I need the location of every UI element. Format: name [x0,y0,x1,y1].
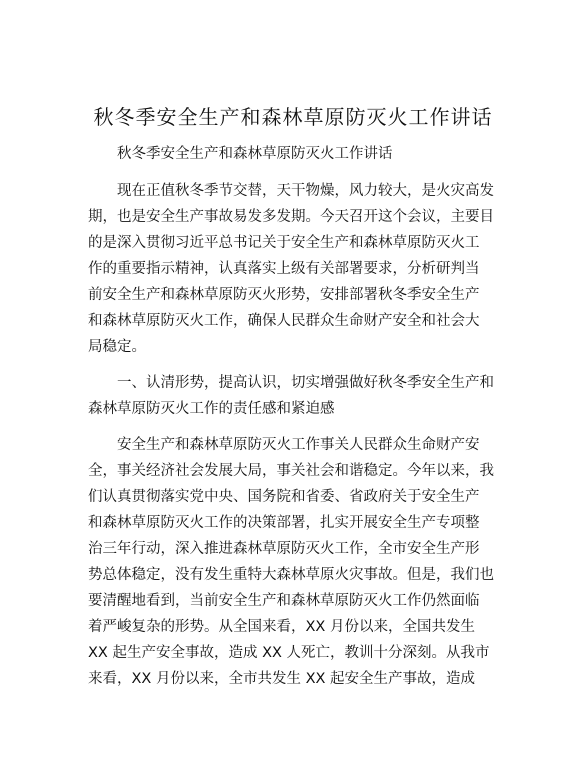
heading-line: 森林草原防灭火工作的责任感和紧迫感 [88,401,335,417]
paragraph-line: 的是深入贯彻习近平总书记关于安全生产和森林草原防灭火工 [88,235,480,251]
heading-line: 一、认清形势，提高认识，切实增强做好秋冬季安全生产和 [117,375,494,391]
paragraph-line: 和森林草原防灭火工作的决策部署，扎实开展安全生产专项整 [88,515,480,531]
paragraph-situation [88,432,506,692]
paragraph-line: 现在正值秋冬季节交替，天干物燥，风力较大，是火灾高发 [117,183,494,199]
paragraph-line: 们认真贯彻落实党中央、国务院和省委、省政府关于安全生产 [88,489,480,505]
paragraph-line: 前安全生产和森林草原防灭火形势，安排部署秋冬季安全生产 [88,287,480,303]
document-subtitle: 秋冬季安全生产和森林草原防灭火工作讲话 [117,146,393,162]
paragraph-line: 治三年行动，深入推进森林草原防灭火工作，全市安全生产形 [88,541,480,557]
paragraph-line: XX 起生产安全事故，造成 XX 人死亡，教训十分深刻。从我市 [88,645,490,661]
paragraph-line: 来看，XX 月份以来，全市共发生 XX 起安全生产事故，造成 [88,671,476,687]
paragraph-line: 和森林草原防灭火工作，确保人民群众生命财产安全和社会大 [88,313,480,329]
paragraph-line: 势总体稳定，没有发生重特大森林草原火灾事故。但是，我们也 [88,567,494,583]
section-heading-1 [88,370,506,422]
paragraph-line: 全，事关经济社会发展大局，事关社会和谐稳定。今年以来，我 [88,463,494,479]
paragraph-line: 安全生产和森林草原防灭火工作事关人民群众生命财产安 [117,437,480,453]
paragraph-line: 着严峻复杂的形势。从全国来看，XX 月份以来，全国共发生 [88,619,475,635]
paragraph-line: 作的重要指示精神，认真落实上级有关部署要求，分析研判当 [88,261,480,277]
document-title: 秋冬季安全生产和森林草原防灭火工作讲话 [93,105,493,129]
paragraph-line: 要清醒地看到，当前安全生产和森林草原防灭火工作仍然面临 [88,593,480,609]
paragraph-line: 局稳定。 [88,339,146,355]
paragraph-intro [88,178,506,360]
document-body [88,141,506,702]
paragraph-line: 期，也是安全生产事故易发多发期。今天召开这个会议，主要目 [88,209,494,225]
